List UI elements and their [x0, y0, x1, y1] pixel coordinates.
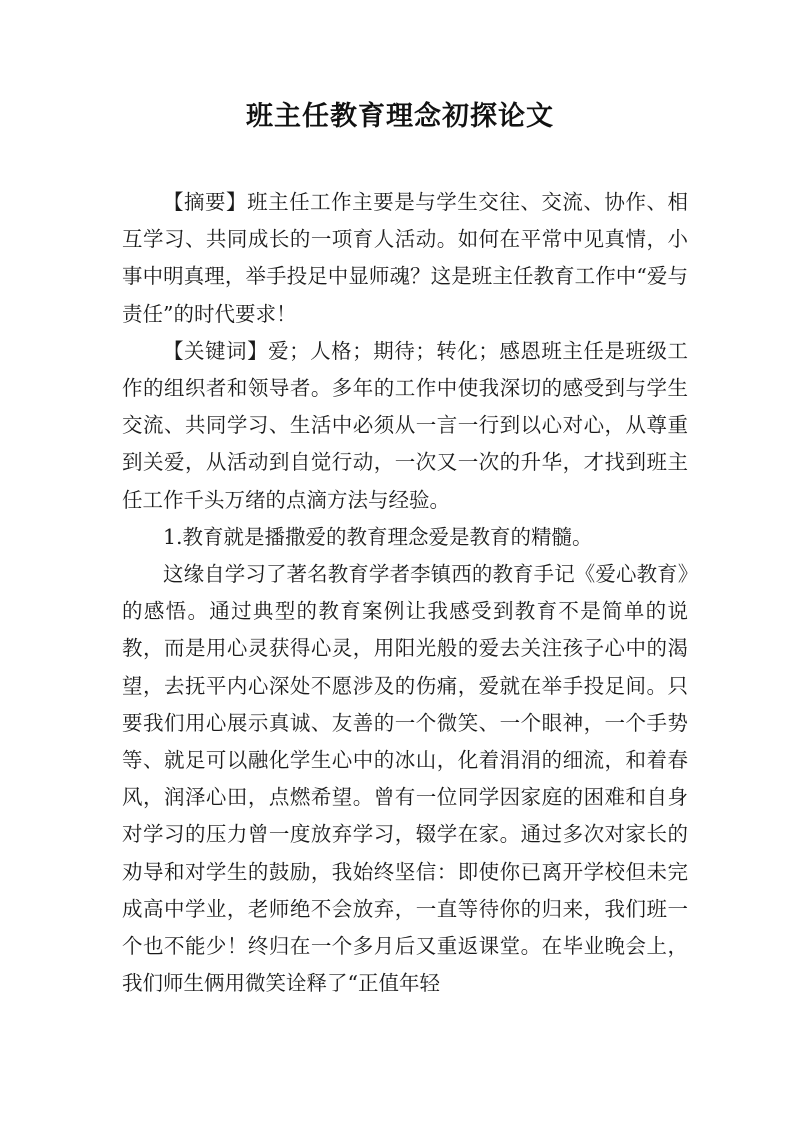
- keywords-paragraph: 【关键词】爱；人格；期待；转化；感恩班主任是班级工作的组织者和领导者。多年的工作中使我深切的感受到与学生交流、共同学习、生活中必须从一言一行到以心对心，从尊重到关爱，从活动到自觉行动，一次又一次的升华，才找到班主任工作千头万绪的点滴方法与经验。: [122, 338, 688, 512]
- body-paragraph: 这缘自学习了著名教育学者李镇西的教育手记《爱心教育》的感悟。通过典型的教育案例让我感受到教育不是简单的说教，而是用心灵获得心灵，用阳光般的爱去关注孩子心中的渴望，去抚平内心深处不愿涉及的伤痛，爱就在举手投足间。只要我们用心展示真诚、友善的一个微笑、一个眼神，一个手势等、就足可以融化学生心中的冰山，化着涓涓的细流，和着春风，润泽心田，点燃希望。曾有一位同学因家庭的困难和自身对学习的压力曾一度放弃学习，辍学在家。通过多次对家长的劝导和对学生的鼓励，我始终坚信：即使你已离开学校但未完成高中学业，老师绝不会放弃，一直等待你的归来，我们班一个也不能少！终归在一个多月后又重返课堂。在毕业晚会上，我们师生俩用微笑诠释了“正值年轻: [122, 562, 688, 996]
- document-body: [122, 184, 688, 1002]
- page-title: 班主任教育理念初探论文: [246, 101, 554, 132]
- section-heading: 1.教育就是播撒爱的教育理念爱是教育的精髓。: [163, 524, 593, 549]
- abstract-paragraph: 【摘要】班主任工作主要是与学生交往、交流、协作、相互学习、共同成长的一项育人活动。如何在平常中见真情，小事中明真理，举手投足中显师魂？这是班主任教育工作中“爱与责任”的时代要求！: [122, 190, 688, 326]
